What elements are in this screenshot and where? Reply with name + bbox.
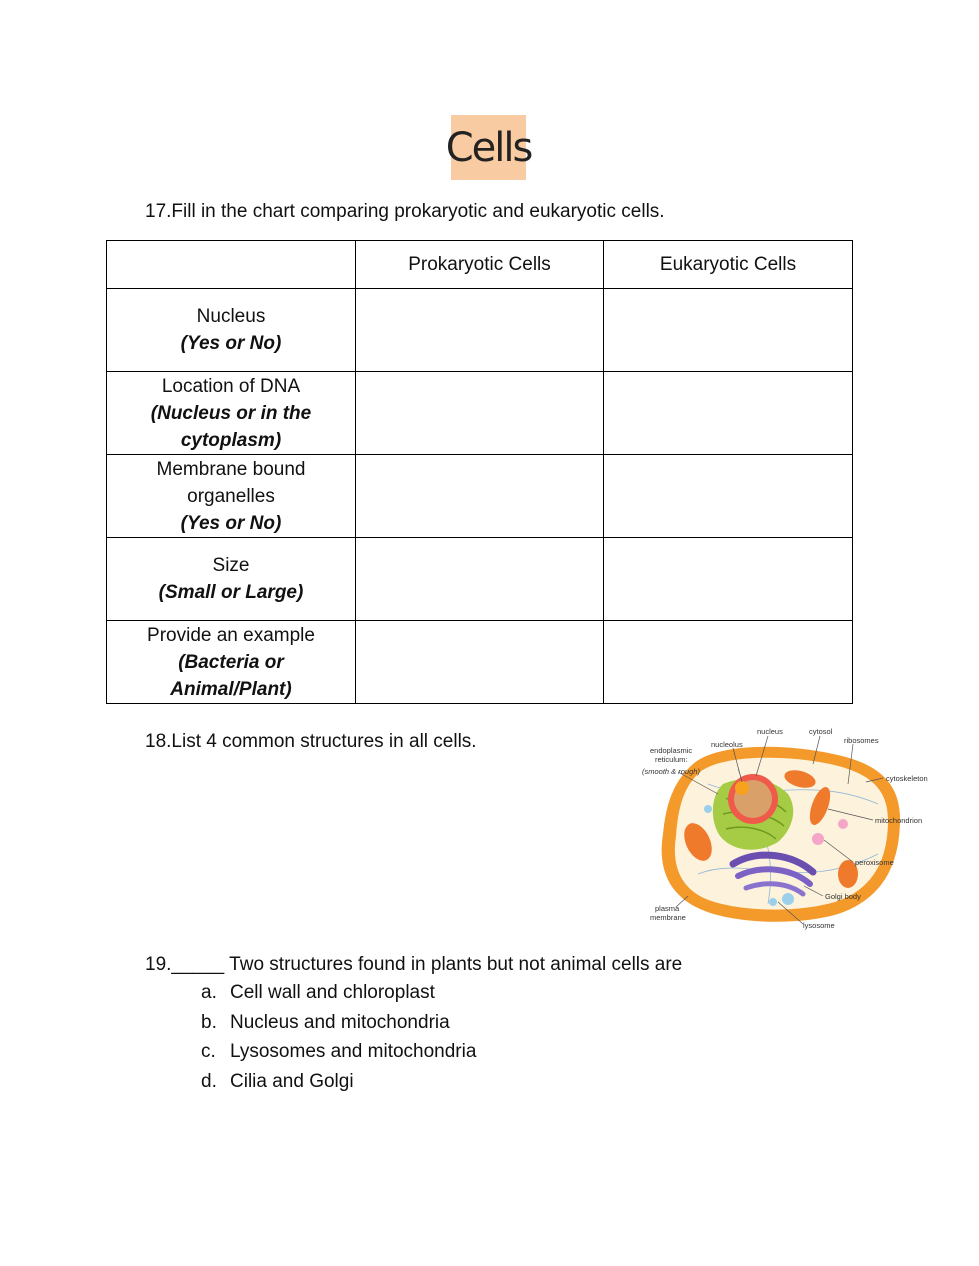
row-label xyxy=(107,372,356,455)
label-peroxisome: peroxisome xyxy=(855,858,894,867)
row-label-text: Nucleus xyxy=(196,306,266,327)
chart-row-nucleus xyxy=(107,289,853,372)
label-mitochondrion: mitochondrion xyxy=(875,816,923,825)
row-hint: (Yes or No) xyxy=(180,512,282,534)
animal-cell-diagram xyxy=(638,724,938,934)
label-nucleus: nucleus xyxy=(757,727,783,736)
option-b[interactable] xyxy=(201,1011,476,1041)
answer-cell-eukaryotic[interactable] xyxy=(604,455,853,538)
row-label-text: Location of DNA xyxy=(161,375,301,397)
chart-row-location-of-dna xyxy=(107,372,853,455)
comparison-chart xyxy=(106,240,853,704)
question-18: 18.List 4 common structures in all cells. xyxy=(145,731,477,752)
label-lysosome: lysosome xyxy=(803,921,835,930)
label-membrane: membrane xyxy=(650,913,686,922)
row-label xyxy=(107,289,356,372)
answer-cell-eukaryotic[interactable] xyxy=(604,289,853,372)
option-text: Lysosomes and mitochondria xyxy=(230,1041,477,1062)
label-cytosol: cytosol xyxy=(809,727,833,736)
chart-row-size xyxy=(107,538,853,621)
label-nucleolus: nucleolus xyxy=(711,740,743,749)
chart-header-empty xyxy=(107,241,356,289)
answer-cell-eukaryotic[interactable] xyxy=(604,372,853,455)
row-hint: (Yes or No) xyxy=(180,333,282,354)
page-title: Cells xyxy=(451,115,526,180)
row-label-text: Membrane bound organelles xyxy=(156,458,306,507)
chart-header-row xyxy=(107,241,853,289)
nucleolus xyxy=(735,781,749,795)
label-plasma: plasma xyxy=(655,904,680,913)
option-c[interactable] xyxy=(201,1040,476,1070)
answer-cell-prokaryotic[interactable] xyxy=(356,538,604,621)
chart-row-example xyxy=(107,621,853,704)
row-hint: (Bacteria or Animal/Plant) xyxy=(170,651,292,700)
answer-cell-eukaryotic[interactable] xyxy=(604,538,853,621)
option-letter: d. xyxy=(201,1070,217,1092)
label-endoplasmic: endoplasmic xyxy=(650,746,693,755)
question-19: 19._____ Two structures found in plants but not animal cells are xyxy=(145,954,683,975)
question-19-options xyxy=(201,981,476,1099)
chart-header-prokaryotic: Prokaryotic Cells xyxy=(356,241,604,289)
option-letter: b. xyxy=(201,1011,217,1033)
answer-cell-prokaryotic[interactable] xyxy=(356,621,604,704)
chart-header-eukaryotic: Eukaryotic Cells xyxy=(604,241,853,289)
option-text: Nucleus and mitochondria xyxy=(230,1011,450,1033)
row-label-text: Size xyxy=(212,555,250,576)
row-label xyxy=(107,621,356,704)
label-smooth-rough: (smooth & rough) xyxy=(642,767,700,776)
label-reticulum: reticulum: xyxy=(655,755,688,764)
option-text: Cilia and Golgi xyxy=(230,1070,354,1092)
answer-cell-prokaryotic[interactable] xyxy=(356,372,604,455)
option-letter: a. xyxy=(201,982,217,1003)
label-golgi-body: Golgi body xyxy=(825,892,861,901)
option-text: Cell wall and chloroplast xyxy=(230,982,435,1003)
label-ribosomes: ribosomes xyxy=(844,736,879,745)
label-cytoskeleton: cytoskeleton xyxy=(886,774,928,783)
option-letter: c. xyxy=(201,1041,216,1062)
answer-cell-prokaryotic[interactable] xyxy=(356,455,604,538)
option-d[interactable] xyxy=(201,1070,476,1100)
chart-row-membrane-bound-organelles xyxy=(107,455,853,538)
answer-cell-prokaryotic[interactable] xyxy=(356,289,604,372)
option-a[interactable] xyxy=(201,981,476,1011)
row-hint: (Small or Large) xyxy=(158,582,304,603)
row-label xyxy=(107,538,356,621)
question-17: 17.Fill in the chart comparing prokaryotic and eukaryotic cells. xyxy=(145,201,665,222)
answer-cell-eukaryotic[interactable] xyxy=(604,621,853,704)
row-hint: (Nucleus or in the cytoplasm) xyxy=(150,402,312,451)
row-label xyxy=(107,455,356,538)
row-label-text: Provide an example xyxy=(147,624,315,646)
